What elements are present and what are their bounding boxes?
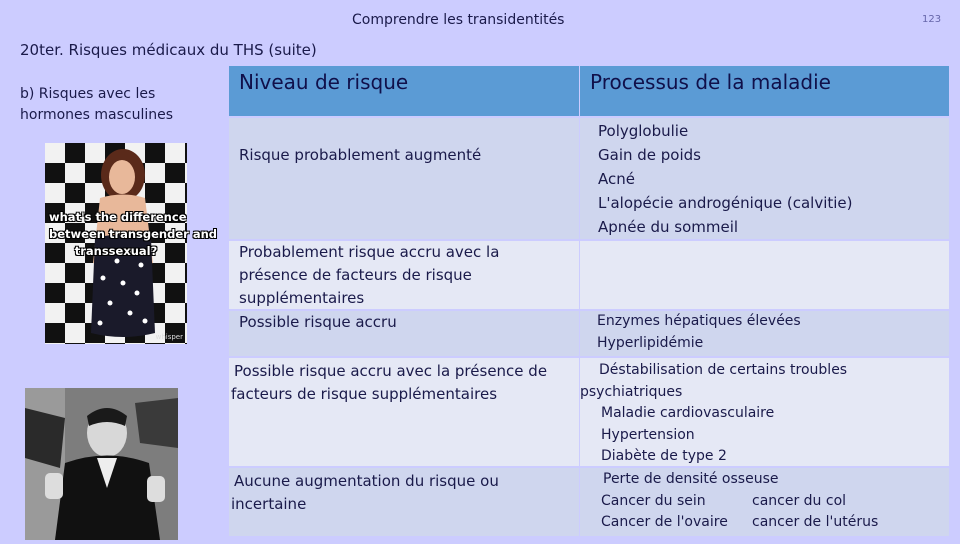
table-row-4-process: Déstabilisation de certains troubles psychiatriques Maladie cardiovasculaire Hypertension Diabète de type 2 [580, 358, 949, 466]
photo-man-thumbs-down [25, 388, 178, 540]
table-row-4-level: Possible risque accru avec la présence de facteurs de risque supplémentaires [229, 358, 579, 466]
meme-brand: whisper [155, 333, 183, 341]
man-figure [25, 388, 178, 540]
meme-photo-woman [45, 143, 218, 344]
table-row-1-process: Polyglobulie Gain de poids Acné L'alopécie androgénique (calvitie) Apnée du sommeil [580, 118, 949, 239]
risk-table [229, 66, 949, 536]
table-row-5-process: Perte de densité osseuse Cancer du sein cancer du col Cancer de l'ovaire cancer de l'utérus [580, 468, 949, 536]
table-row-3-level: Possible risque accru [229, 311, 579, 356]
section-title: 20ter. Risques médicaux du THS (suite) [20, 41, 317, 59]
page-number: 123 [922, 14, 942, 25]
table-row-2-level: Probablement risque accru avec la présence de facteurs de risque supplémentaires [229, 241, 579, 309]
table-row-5-level: Aucune augmentation du risque ou incertaine [229, 468, 579, 536]
subsection-label: b) Risques avec les hormones masculines [20, 86, 174, 123]
meme-caption: what's the difference between transgender and transsexual? [49, 210, 218, 258]
table-row-1-level: Risque probablement augmenté [229, 118, 579, 239]
column-header-level: Niveau de risque [229, 66, 579, 116]
slide-header-title: Comprendre les transidentités [352, 12, 565, 28]
table-row-3-process: Enzymes hépatiques élevées Hyperlipidémie [580, 311, 949, 356]
table-row-2-process [580, 241, 949, 309]
column-header-process: Processus de la maladie [580, 66, 949, 116]
